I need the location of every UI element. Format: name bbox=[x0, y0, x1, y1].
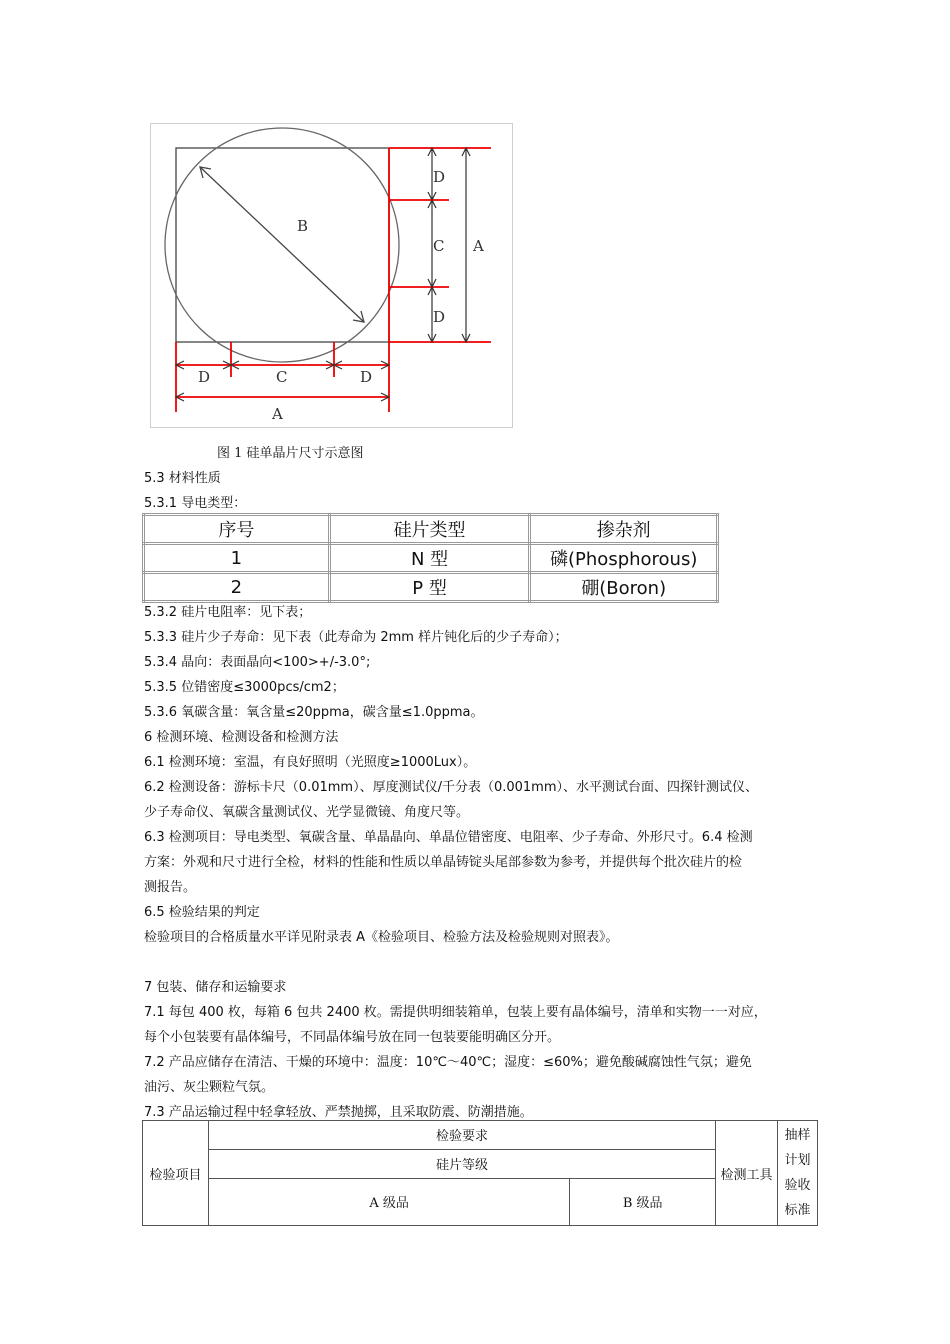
table-row bbox=[144, 544, 718, 573]
section-7-1-line1: 7.1 每包 400 枚，每箱 6 包共 2400 枚。需提供明细装箱单，包装上要有晶体编号，清单和实物一一对应， bbox=[144, 1005, 767, 1020]
table-row bbox=[143, 1121, 818, 1150]
cell-wafer-type: N 型 bbox=[329, 544, 530, 573]
section-7-3: 7.3 产品运输过程中轻拿轻放、严禁抛掷，且采取防震、防潮措施。 bbox=[144, 1105, 533, 1120]
section-5-3: 5.3 材料性质 bbox=[144, 471, 221, 486]
section-6-3-line3: 测报告。 bbox=[144, 880, 197, 895]
label-A-right: A bbox=[473, 237, 484, 255]
section-6-5-body: 检验项目的合格质量水平详见附录表 A《检验项目、检验方法及检验规则对照表》。 bbox=[144, 930, 619, 945]
section-6: 6 检测环境、检测设备和检测方法 bbox=[144, 730, 339, 745]
header-index: 序号 bbox=[144, 515, 330, 544]
section-6-2-line1: 6.2 检测设备：游标卡尺（0.01mm）、厚度测试仪/千分表（0.001mm）、水平测试台面、四探针测试仪、 bbox=[144, 780, 759, 795]
section-5-3-2: 5.3.2 硅片电阻率：见下表； bbox=[144, 605, 312, 620]
section-5-3-6: 5.3.6 氧碳含量：氧含量≤20ppma，碳含量≤1.0ppma。 bbox=[144, 705, 484, 720]
wafer-dimension-figure bbox=[150, 123, 513, 428]
cell-tool: 检测工具 bbox=[716, 1121, 778, 1226]
cell-index: 2 bbox=[144, 573, 330, 602]
section-5-3-1: 5.3.1 导电类型： bbox=[144, 496, 247, 511]
cell-sampling-plan: 抽样计划验收标准 bbox=[778, 1121, 818, 1226]
label-B: B bbox=[297, 217, 309, 235]
section-7: 7 包装、储存和运输要求 bbox=[144, 980, 287, 995]
cell-dopant: 磷(Phosphorous) bbox=[530, 544, 718, 573]
label-D-right: D bbox=[360, 368, 373, 386]
section-7-2-line2: 油污、灰尘颗粒气氛。 bbox=[144, 1080, 275, 1095]
section-6-5: 6.5 检验结果的判定 bbox=[144, 905, 260, 920]
label-D-bottom: D bbox=[433, 308, 446, 326]
label-C-bottom: C bbox=[276, 368, 288, 386]
section-7-1-line2: 每个小包装要有晶体编号，不同晶体编号放在同一包装要能明确区分开。 bbox=[144, 1030, 561, 1045]
section-5-3-5: 5.3.5 位错密度≤3000pcs/cm2； bbox=[144, 680, 345, 695]
section-6-3-line1: 6.3 检测项目：导电类型、氧碳含量、单晶晶向、单晶位错密度、电阻率、少子寿命、外形尺寸。6.4 检测 bbox=[144, 830, 753, 845]
table-header-row bbox=[144, 515, 718, 544]
section-6-3-line2: 方案：外观和尺寸进行全检，材料的性能和性质以单晶铸锭头尾部参数为参考，并提供每个批次硅片的检 bbox=[144, 855, 743, 870]
section-7-2-line1: 7.2 产品应储存在清洁、干燥的环境中：温度：10℃～40℃；湿度：≤60%；避免酸碱腐蚀性气氛；避免 bbox=[144, 1055, 752, 1070]
label-D-left: D bbox=[198, 368, 211, 386]
cell-dopant: 硼(Boron) bbox=[530, 573, 718, 602]
cell-requirement: 检验要求 bbox=[208, 1121, 715, 1150]
cell-index: 1 bbox=[144, 544, 330, 573]
header-dopant: 掺杂剂 bbox=[530, 515, 718, 544]
cell-grade-b: B 级品 bbox=[570, 1178, 716, 1225]
label-C-right: C bbox=[433, 237, 445, 255]
header-wafer-type: 硅片类型 bbox=[329, 515, 530, 544]
label-D-top: D bbox=[433, 168, 446, 186]
conductivity-type-table bbox=[142, 513, 719, 603]
table-row bbox=[144, 573, 718, 602]
inspection-table bbox=[142, 1120, 818, 1226]
figure-caption: 图 1 硅单晶片尺寸示意图 bbox=[217, 446, 364, 461]
cell-grade-a: A 级品 bbox=[208, 1178, 569, 1225]
cell-grade: 硅片等级 bbox=[208, 1149, 715, 1178]
cell-inspection-item: 检验项目 bbox=[143, 1121, 209, 1226]
section-5-3-3: 5.3.3 硅片少子寿命：见下表（此寿命为 2mm 样片钝化后的少子寿命）； bbox=[144, 630, 568, 645]
diameter-line bbox=[200, 167, 364, 322]
cell-wafer-type: P 型 bbox=[329, 573, 530, 602]
section-6-1: 6.1 检测环境：室温，有良好照明（光照度≥1000Lux）。 bbox=[144, 755, 477, 770]
label-A-bottom: A bbox=[272, 405, 283, 423]
section-5-3-4: 5.3.4 晶向：表面晶向<100>+/-3.0°; bbox=[144, 655, 371, 670]
wafer-diagram bbox=[151, 124, 512, 427]
section-6-2-line2: 少子寿命仪、氧碳含量测试仪、光学显微镜、角度尺等。 bbox=[144, 805, 470, 820]
